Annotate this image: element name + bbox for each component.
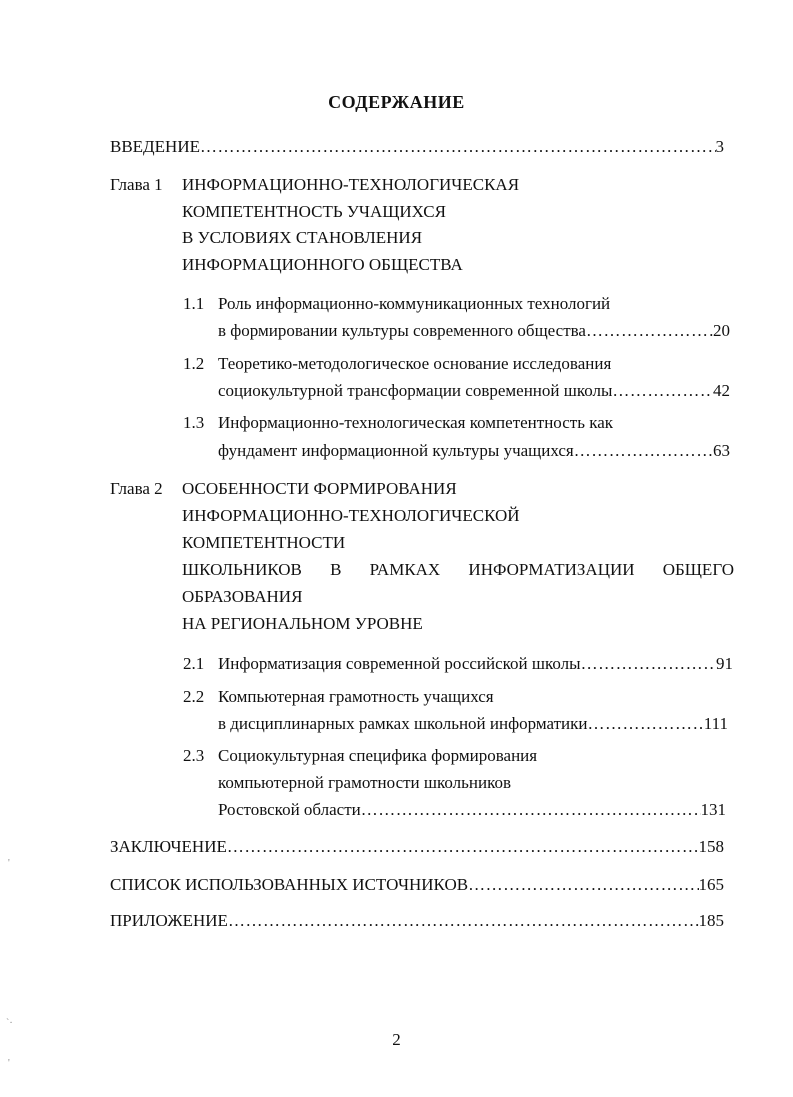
toc-entry-2-3[interactable] bbox=[218, 799, 726, 821]
chapter-2-label: Глава 2 bbox=[110, 479, 163, 498]
page-number: 2 bbox=[392, 1030, 401, 1049]
leader-dots bbox=[612, 380, 713, 402]
chapter-2-title-line[interactable]: КОМПЕТЕНТНОСТИ bbox=[182, 533, 346, 552]
toc-page: 63 bbox=[713, 441, 730, 460]
chapter-1-label: Глава 1 bbox=[110, 175, 163, 194]
section-title[interactable]: компьютерной грамотности школьников bbox=[218, 773, 512, 792]
chapter-1-title-line[interactable]: ИНФОРМАЦИОННО-ТЕХНОЛОГИЧЕСКАЯ bbox=[182, 175, 520, 194]
toc-entry-intro[interactable] bbox=[110, 136, 724, 158]
section-title[interactable]: Информационно-технологическая компетентность как bbox=[218, 413, 614, 432]
leader-dots bbox=[228, 910, 699, 932]
leader-dots bbox=[581, 653, 716, 675]
toc-entry-2-2[interactable] bbox=[218, 713, 728, 735]
section-title: фундамент информационной культуры учащихся bbox=[218, 441, 574, 460]
section-number: 2.2 bbox=[183, 687, 205, 706]
scan-speck: ' bbox=[8, 858, 10, 869]
toc-entry-1-2[interactable] bbox=[218, 380, 730, 402]
toc-page: 91 bbox=[716, 654, 733, 673]
chapter-2-title-line[interactable]: ИНФОРМАЦИОННО-ТЕХНОЛОГИЧЕСКОЙ bbox=[182, 506, 520, 525]
section-number: 2.1 bbox=[183, 654, 205, 673]
leader-dots bbox=[200, 136, 716, 158]
section-title: социокультурной трансформации современной школы bbox=[218, 381, 613, 400]
chapter-1-title-line[interactable]: ИНФОРМАЦИОННОГО ОБЩЕСТВА bbox=[182, 255, 463, 274]
section-title: Ростовской области bbox=[218, 800, 361, 819]
leader-dots bbox=[574, 440, 713, 462]
section-title: Информатизация современной российской школы bbox=[218, 654, 581, 673]
toc-page: 3 bbox=[715, 137, 724, 156]
section-title[interactable]: Компьютерная грамотность учащихся bbox=[218, 687, 494, 706]
toc-page: 165 bbox=[698, 875, 724, 894]
chapter-2-title-line[interactable]: НА РЕГИОНАЛЬНОМ УРОВНЕ bbox=[182, 614, 423, 633]
leader-dots bbox=[361, 799, 701, 821]
section-number: 1.1 bbox=[183, 294, 205, 313]
scan-speck: ˋ· bbox=[6, 1018, 13, 1029]
toc-page: 131 bbox=[700, 800, 726, 819]
toc-label: ВВЕДЕНИЕ bbox=[110, 137, 200, 156]
section-title[interactable]: Теоретико-методологическое основание исследования bbox=[218, 354, 612, 373]
section-number: 1.3 bbox=[183, 413, 205, 432]
toc-page: 158 bbox=[698, 837, 724, 856]
toc-entry-1-1[interactable] bbox=[218, 320, 730, 342]
section-number: 1.2 bbox=[183, 354, 205, 373]
toc-entry-2-1[interactable] bbox=[218, 653, 733, 675]
chapter-2-title-line[interactable]: ОБРАЗОВАНИЯ bbox=[182, 587, 303, 606]
chapter-1-title-line[interactable]: КОМПЕТЕНТНОСТЬ УЧАЩИХСЯ bbox=[182, 202, 446, 221]
toc-page: 111 bbox=[703, 714, 728, 733]
leader-dots bbox=[227, 836, 699, 858]
chapter-1-title-line[interactable]: В УСЛОВИЯХ СТАНОВЛЕНИЯ bbox=[182, 228, 423, 247]
section-number: 2.3 bbox=[183, 746, 205, 765]
toc-page: 42 bbox=[713, 381, 730, 400]
page-title: СОДЕРЖАНИЕ bbox=[328, 92, 465, 112]
section-title[interactable]: Социокультурная специфика формирования bbox=[218, 746, 538, 765]
section-title: в дисциплинарных рамках школьной информатики bbox=[218, 714, 588, 733]
toc-label: СПИСОК ИСПОЛЬЗОВАННЫХ ИСТОЧНИКОВ bbox=[110, 875, 469, 894]
toc-label: ПРИЛОЖЕНИЕ bbox=[110, 911, 228, 930]
toc-entry-conclusion[interactable] bbox=[110, 836, 724, 858]
toc-entry-sources[interactable] bbox=[110, 874, 724, 896]
toc-entry-appendix[interactable] bbox=[110, 910, 724, 932]
scan-speck: ' bbox=[8, 1058, 10, 1069]
chapter-2-title-line[interactable]: ОСОБЕННОСТИ ФОРМИРОВАНИЯ bbox=[182, 479, 457, 498]
leader-dots bbox=[586, 320, 713, 342]
toc-page: 185 bbox=[698, 911, 724, 930]
toc-label: ЗАКЛЮЧЕНИЕ bbox=[110, 837, 227, 856]
toc-entry-1-3[interactable] bbox=[218, 440, 730, 462]
leader-dots bbox=[468, 874, 698, 896]
section-title: в формировании культуры современного общества bbox=[218, 321, 586, 340]
toc-page: 20 bbox=[713, 321, 730, 340]
leader-dots bbox=[587, 713, 703, 735]
chapter-2-title-line[interactable]: ШКОЛЬНИКОВ В РАМКАХ ИНФОРМАТИЗАЦИИ ОБЩЕГО bbox=[182, 560, 734, 579]
section-title[interactable]: Роль информационно-коммуникационных технологий bbox=[218, 294, 611, 313]
